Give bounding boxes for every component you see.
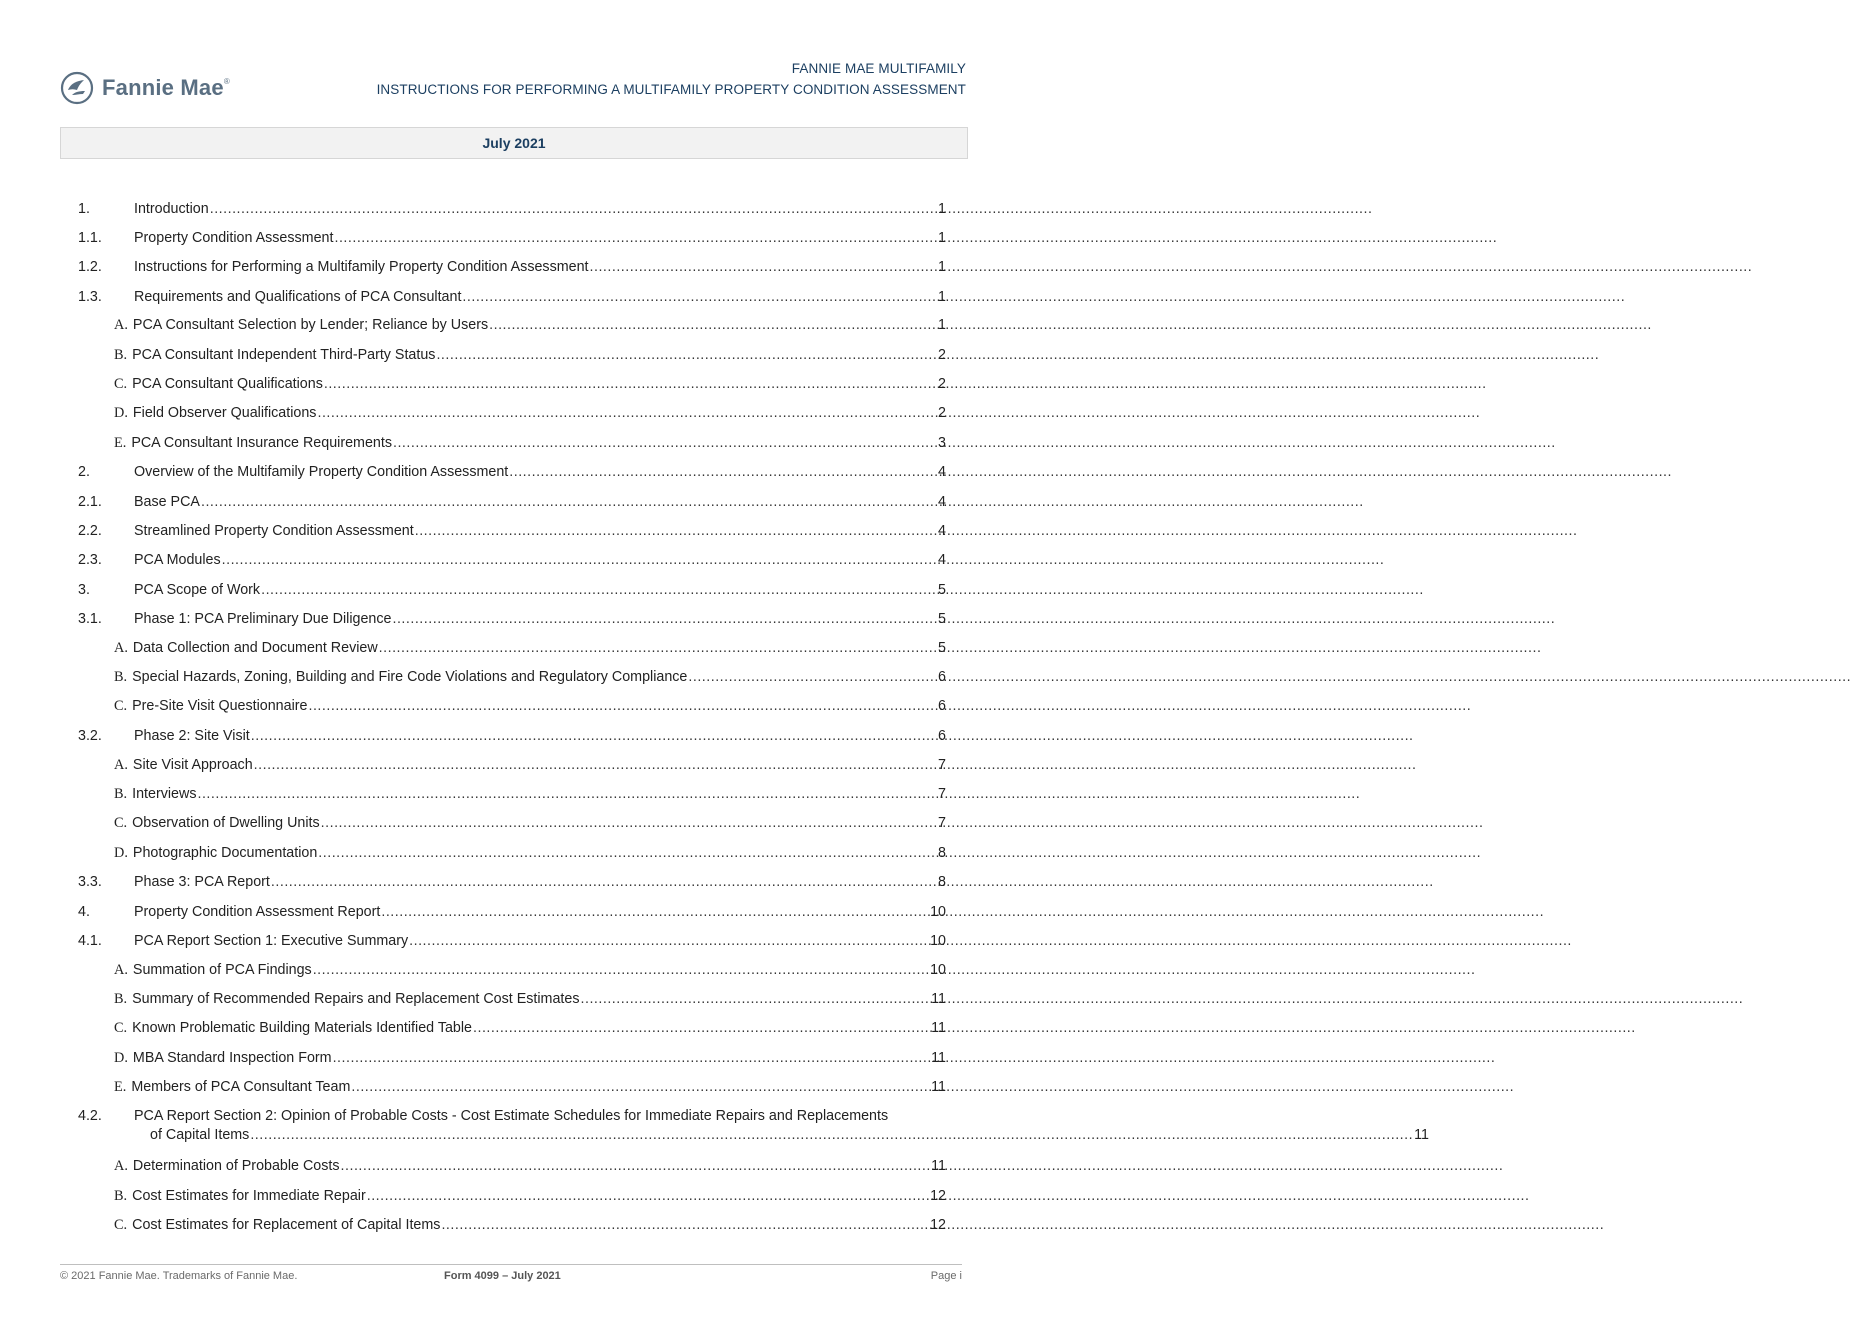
toc-page-number: 6 — [938, 698, 946, 715]
toc-entry-number: 2.3. — [78, 552, 102, 569]
toc-entry[interactable] — [78, 575, 946, 604]
toc-subentry[interactable] — [78, 1073, 946, 1102]
toc-entry-letter: B. — [114, 668, 128, 685]
toc-entry-title: Base PCA — [134, 493, 200, 510]
toc-entry[interactable] — [78, 194, 946, 223]
toc-entry-title: PCA Report Section 2: Opinion of Probable Costs - Cost Estimate Schedules for Immediate Repairs and Replacements — [134, 1108, 889, 1125]
toc-leader-dots — [222, 552, 937, 568]
toc-page-number: 1 — [938, 259, 946, 276]
toc-entry-letter: E. — [114, 1079, 127, 1096]
toc-entry-title: PCA Consultant Selection by Lender; Reliance by Users — [132, 317, 489, 334]
toc-leader-dots — [379, 640, 937, 656]
toc-entry-title: Known Problematic Building Materials Identified Table — [132, 1020, 472, 1037]
toc-subentry[interactable] — [78, 428, 946, 457]
toc-leader-dots — [333, 1050, 931, 1066]
toc-leader-dots — [688, 669, 937, 685]
footer-copyright: © 2021 Fannie Mae. Trademarks of Fannie Mae. — [60, 1270, 298, 1282]
toc-entry-number: 4.1. — [78, 933, 102, 950]
toc-leader-dots — [392, 611, 937, 627]
toc-entry[interactable] — [78, 868, 946, 897]
toc-entry[interactable] — [78, 516, 946, 545]
toc-leader-dots — [581, 991, 931, 1007]
footer-form-number: Form 4099 – July 2021 — [444, 1270, 561, 1282]
toc-entry-letter: C. — [114, 815, 128, 832]
toc-entry-letter: B. — [114, 991, 128, 1008]
toc-entry-title: Property Condition Assessment Report — [134, 903, 381, 920]
toc-page-number: 11 — [931, 1079, 946, 1096]
toc-leader-dots — [393, 435, 937, 451]
toc-subentry[interactable] — [78, 633, 946, 662]
toc-entry-title: Phase 1: PCA Preliminary Due Diligence — [134, 610, 392, 627]
toc-page-number: 1 — [938, 317, 946, 334]
toc-entry-number: 1.1. — [78, 229, 102, 246]
toc-subentry[interactable] — [78, 663, 946, 692]
toc-leader-dots — [590, 259, 938, 275]
toc-entry-title: Summation of PCA Findings — [132, 961, 312, 978]
toc-page-number: 4 — [938, 464, 946, 481]
toc-page-number: 4 — [938, 552, 946, 569]
toc-entry-title: Observation of Dwelling Units — [132, 815, 320, 832]
toc-page-number: 8 — [938, 844, 946, 861]
toc-entry-letter: E. — [114, 434, 127, 451]
header-title-block — [377, 58, 966, 100]
toc-entry-letter: B. — [114, 786, 128, 803]
toc-page-number: 5 — [938, 581, 946, 598]
toc-leader-dots — [308, 698, 937, 714]
toc-leader-dots — [489, 317, 937, 333]
toc-page-number: 1 — [938, 288, 946, 305]
toc-entry-number: 2. — [78, 464, 90, 481]
toc-entry-title: Phase 2: Site Visit — [134, 727, 250, 744]
toc-subentry[interactable] — [78, 809, 946, 838]
toc-entry[interactable] — [78, 487, 946, 516]
toc-entry-letter: D. — [114, 844, 128, 861]
toc-entry-title: Summary of Recommended Repairs and Replacement Cost Estimates — [132, 991, 580, 1008]
toc-page-number: 1 — [938, 200, 946, 217]
toc-entry-number: 1.3. — [78, 288, 102, 305]
toc-entry[interactable] — [78, 546, 946, 575]
toc-entry-letter: B. — [114, 346, 128, 363]
toc-leader-dots — [254, 757, 937, 773]
toc-leader-dots — [409, 933, 929, 949]
toc-leader-dots — [250, 1127, 1413, 1143]
toc-subentry[interactable] — [78, 1182, 946, 1211]
toc-leader-dots — [197, 786, 937, 802]
date-band: July 2021 — [60, 127, 968, 159]
toc-entry-title: Cost Estimates for Replacement of Capital Items — [132, 1216, 441, 1233]
toc-entry-letter: B. — [114, 1187, 128, 1204]
toc-entry-number: 4. — [78, 903, 90, 920]
toc-entry-number: 3.3. — [78, 874, 102, 891]
toc-subentry[interactable] — [78, 839, 946, 868]
toc-entry-title: Property Condition Assessment — [134, 229, 334, 246]
toc-leader-dots — [251, 728, 937, 744]
toc-page-number: 5 — [938, 639, 946, 656]
toc-subentry[interactable] — [78, 780, 946, 809]
toc-leader-dots — [351, 1079, 930, 1095]
toc-page-number: 4 — [938, 493, 946, 510]
toc-leader-dots — [441, 1217, 929, 1233]
toc-leader-dots — [271, 874, 937, 890]
toc-entry-title-continued: of Capital Items — [150, 1127, 250, 1144]
toc-entry[interactable] — [78, 926, 946, 955]
toc-entry-title: Interviews — [132, 786, 197, 803]
toc-page-number: 11 — [1414, 1127, 1429, 1144]
toc-entry-title: Introduction — [134, 200, 209, 217]
fannie-mae-logo — [60, 68, 230, 108]
header-line-2: INSTRUCTIONS FOR PERFORMING A MULTIFAMILY PROPERTY CONDITION ASSESSMENT — [376, 82, 966, 97]
toc-entry-letter: A. — [114, 317, 128, 334]
toc-entry-number: 3.2. — [78, 727, 102, 744]
toc-page-number: 11 — [931, 1049, 946, 1066]
toc-leader-dots — [462, 289, 937, 305]
toc-entry-letter: C. — [114, 375, 128, 392]
toc-entry-number: 3.1. — [78, 610, 102, 627]
toc-entry-title: PCA Scope of Work — [134, 581, 261, 598]
toc-entry[interactable] — [78, 253, 946, 282]
toc-leader-dots — [436, 347, 937, 363]
toc-entry-title: PCA Report Section 1: Executive Summary — [134, 933, 409, 950]
toc-entry-title: Cost Estimates for Immediate Repair — [132, 1187, 366, 1204]
toc-leader-dots — [318, 845, 937, 861]
toc-page-number: 10 — [930, 961, 946, 978]
page-footer — [60, 1270, 962, 1286]
toc-entry[interactable] — [78, 458, 946, 487]
toc-leader-dots — [341, 1158, 931, 1174]
toc-page-number: 6 — [938, 727, 946, 744]
toc-leader-dots — [210, 201, 937, 217]
toc-page-number: 2 — [938, 375, 946, 392]
toc-subentry[interactable] — [78, 1014, 946, 1043]
toc-entry-title: PCA Consultant Qualifications — [132, 375, 323, 392]
toc-subentry[interactable] — [78, 311, 946, 340]
toc-entry-title: Field Observer Qualifications — [132, 405, 317, 422]
toc-subentry[interactable] — [78, 399, 946, 428]
header-line-1: FANNIE MAE MULTIFAMILY — [791, 61, 966, 76]
toc-page-number: 7 — [938, 815, 946, 832]
toc-entry[interactable] — [78, 223, 946, 252]
toc-entry-title: PCA Consultant Insurance Requirements — [131, 434, 392, 451]
toc-page-number: 3 — [938, 434, 946, 451]
toc-subentry[interactable] — [78, 340, 946, 369]
toc-page-number: 2 — [938, 346, 946, 363]
toc-page-number: 7 — [938, 756, 946, 773]
toc-entry-letter: D. — [114, 1049, 128, 1066]
toc-entry-number: 2.2. — [78, 522, 102, 539]
toc-entry[interactable] — [78, 1102, 1429, 1152]
toc-page-number: 10 — [930, 903, 946, 920]
toc-leader-dots — [321, 815, 937, 831]
toc-entry-letter: C. — [114, 1020, 128, 1037]
toc-page-number: 5 — [938, 610, 946, 627]
toc-entry-letter: C. — [114, 698, 128, 715]
toc-entry-title: Requirements and Qualifications of PCA Consultant — [134, 288, 462, 305]
toc-leader-dots — [509, 464, 937, 480]
toc-page-number: 11 — [931, 991, 946, 1008]
toc-entry-letter: A. — [114, 639, 128, 656]
footer-page-number: Page i — [930, 1270, 962, 1282]
toc-leader-dots — [473, 1020, 930, 1036]
toc-entry-title: PCA Consultant Independent Third-Party Status — [132, 346, 436, 363]
toc-entry-title: MBA Standard Inspection Form — [132, 1049, 332, 1066]
toc-entry-title: Instructions for Performing a Multifamily Property Condition Assessment — [134, 259, 589, 276]
toc-subentry[interactable] — [78, 1152, 946, 1181]
toc-entry-title: PCA Modules — [134, 552, 221, 569]
toc-entry-title: Streamlined Property Condition Assessment — [134, 522, 414, 539]
toc-leader-dots — [317, 405, 937, 421]
toc-entry-number: 2.1. — [78, 493, 102, 510]
toc-leader-dots — [367, 1188, 929, 1204]
toc-entry-title: Special Hazards, Zoning, Building and Fire Code Violations and Regulatory Compliance — [132, 668, 688, 685]
toc-leader-dots — [415, 523, 937, 539]
toc-entry-title: Members of PCA Consultant Team — [131, 1079, 351, 1096]
toc-page-number: 11 — [931, 1158, 946, 1175]
toc-page-number: 12 — [930, 1216, 946, 1233]
toc-page-number: 1 — [938, 229, 946, 246]
toc-entry-number: 3. — [78, 581, 90, 598]
toc-entry[interactable] — [78, 897, 946, 926]
toc-page-number: 11 — [931, 1020, 946, 1037]
toc-entry-letter: D. — [114, 405, 128, 422]
table-of-contents — [78, 194, 1429, 1240]
toc-page-number: 2 — [938, 405, 946, 422]
toc-leader-dots — [381, 904, 929, 920]
fannie-mae-emblem-icon — [60, 71, 94, 105]
toc-entry-letter: A. — [114, 961, 128, 978]
toc-entry-number: 4.2. — [78, 1108, 102, 1125]
toc-entry-title: Determination of Probable Costs — [132, 1158, 340, 1175]
toc-subentry[interactable] — [78, 1044, 946, 1073]
toc-subentry[interactable] — [78, 1211, 946, 1240]
page-header — [0, 0, 1020, 115]
toc-entry-letter: A. — [114, 1158, 128, 1175]
toc-entry[interactable] — [78, 604, 946, 633]
toc-subentry[interactable] — [78, 751, 946, 780]
toc-leader-dots — [201, 494, 937, 510]
footer-divider — [60, 1264, 962, 1265]
toc-entry-title: Data Collection and Document Review — [132, 639, 378, 656]
toc-subentry[interactable] — [78, 956, 946, 985]
toc-entry-title: Photographic Documentation — [132, 844, 318, 861]
toc-entry-title: Phase 3: PCA Report — [134, 874, 270, 891]
toc-entry[interactable] — [78, 721, 946, 750]
logo-text: Fannie Mae® — [102, 75, 230, 100]
toc-entry-number: 1. — [78, 200, 90, 217]
toc-entry-title: Overview of the Multifamily Property Condition Assessment — [134, 464, 509, 481]
toc-entry-number: 1.2. — [78, 259, 102, 276]
toc-subentry[interactable] — [78, 692, 946, 721]
toc-entry-title: Site Visit Approach — [132, 756, 253, 773]
toc-subentry[interactable] — [78, 370, 946, 399]
toc-leader-dots — [334, 230, 937, 246]
toc-subentry[interactable] — [78, 985, 946, 1014]
toc-page-number: 6 — [938, 668, 946, 685]
toc-page-number: 10 — [930, 933, 946, 950]
toc-entry-letter: A. — [114, 756, 128, 773]
toc-entry[interactable] — [78, 282, 946, 311]
toc-entry-title: Pre-Site Visit Questionnaire — [132, 698, 308, 715]
toc-page-number: 8 — [938, 874, 946, 891]
toc-leader-dots — [313, 962, 929, 978]
toc-leader-dots — [261, 582, 937, 598]
toc-entry-letter: C. — [114, 1216, 128, 1233]
toc-page-number: 7 — [938, 786, 946, 803]
toc-leader-dots — [324, 376, 937, 392]
toc-page-number: 4 — [938, 522, 946, 539]
toc-page-number: 12 — [930, 1187, 946, 1204]
